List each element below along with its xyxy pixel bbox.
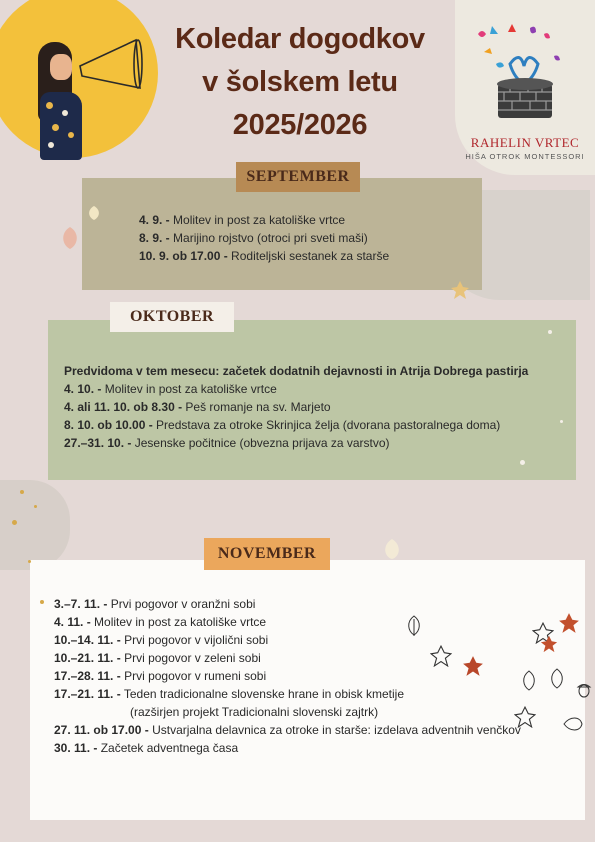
event-text: Ustvarjalna delavnica za otroke in starše: izdelava adventnih venčkov [148, 723, 521, 737]
event-date: 4. 11. - [54, 615, 91, 629]
leaf-icon [380, 537, 404, 561]
september-header: SEPTEMBER [236, 162, 360, 192]
decor-dot [40, 600, 44, 604]
event-text: Prvi pogovor v vijolični sobi [120, 633, 269, 647]
event-date: 10.–14. 11. - [54, 633, 121, 647]
decor-dot [560, 420, 563, 423]
event-text: (razširjen projekt Tradicionalni slovenski zajtrk) [130, 705, 379, 719]
leaf-icon [562, 715, 584, 733]
title-line-3: 2025/2026 [232, 109, 368, 141]
event-date: 10.–21. 11. - [54, 651, 121, 665]
event-row [139, 247, 389, 265]
megaphone-icon [76, 38, 146, 98]
event-text: Molitev in post za katoliške vrtce [90, 615, 267, 629]
event-date: 27. 11. ob 17.00 - [54, 723, 149, 737]
decor-dot [12, 520, 17, 525]
leaf-icon [540, 635, 558, 653]
event-date: 10. 9. ob 17.00 - [139, 249, 228, 263]
decor-dot [20, 490, 24, 494]
event-row [54, 703, 521, 721]
event-row [54, 685, 521, 703]
event-text: Prvi pogovor v oranžni sobi [107, 597, 256, 611]
event-row [54, 721, 521, 739]
november-header: NOVEMBER [204, 538, 330, 570]
event-row [64, 434, 500, 452]
event-date: 8. 9. - [139, 231, 170, 245]
title-line-1: Koledar dogodkov [175, 23, 425, 55]
oktober-note: Predvidoma v tem mesecu: začetek dodatnih dejavnosti in Atrija Dobrega pastirja [64, 364, 529, 378]
event-row [54, 595, 521, 613]
event-row [139, 211, 389, 229]
event-text: Prvi pogovor v rumeni sobi [120, 669, 267, 683]
rahelin-vrtec-logo [470, 20, 580, 130]
oktober-events [64, 380, 500, 452]
event-date: 30. 11. - [54, 741, 98, 755]
event-date: 4. ali 11. 10. ob 8.30 - [64, 400, 183, 414]
event-row [54, 613, 521, 631]
leaf-icon [514, 706, 536, 728]
girl-dress [40, 92, 82, 160]
event-text: Jesenske počitnice (obvezna prijava za varstvo) [131, 436, 390, 450]
decor-dot [28, 560, 31, 563]
event-text: Predstava za otroke Skrinjica želja (dvorana pastoralnega doma) [152, 418, 501, 432]
event-date: 4. 9. - [139, 213, 170, 227]
background-splash [0, 480, 70, 570]
event-text: Molitev in post za katoliške vrtce [169, 213, 346, 227]
leaf-icon [558, 612, 580, 634]
logo-subtitle: HIŠA OTROK MONTESSORI [465, 152, 585, 161]
event-date: 17.–21. 11. - [54, 687, 121, 701]
event-date: 3.–7. 11. - [54, 597, 108, 611]
event-text: Marijino rojstvo (otroci pri sveti maši) [169, 231, 368, 245]
title-line-2: v šolskem letu [202, 66, 398, 98]
decor-dot [34, 505, 37, 508]
event-row [64, 416, 500, 434]
leaf-icon [58, 225, 82, 251]
leaf-icon [548, 668, 566, 690]
event-date: 4. 10. - [64, 382, 102, 396]
event-row [64, 380, 500, 398]
september-events [139, 211, 389, 265]
november-events [54, 595, 521, 757]
leaf-icon [520, 670, 538, 692]
decor-dot [520, 460, 525, 465]
event-date: 27.–31. 10. - [64, 436, 132, 450]
event-text: Prvi pogovor v zeleni sobi [120, 651, 261, 665]
event-row [54, 667, 521, 685]
logo-name: RAHELIN VRTEC [470, 135, 580, 150]
oktober-header: OKTOBER [110, 302, 234, 332]
event-date: 8. 10. ob 10.00 - [64, 418, 153, 432]
decor-dot [548, 330, 552, 334]
leaf-icon [430, 645, 452, 667]
girl-face [50, 54, 72, 80]
leaf-icon [405, 615, 423, 637]
event-row [64, 398, 500, 416]
leaf-icon [462, 655, 484, 677]
event-text: Molitev in post za katoliške vrtce [101, 382, 277, 396]
event-date: 17.–28. 11. - [54, 669, 121, 683]
leaf-icon [86, 205, 102, 221]
event-text: Začetek adventnega časa [97, 741, 239, 755]
event-row [54, 739, 521, 757]
event-text: Teden tradicionalne slovenske hrane in obisk kmetije [120, 687, 405, 701]
event-text: Roditeljski sestanek za starše [227, 249, 390, 263]
page-title [150, 18, 450, 147]
event-row [139, 229, 389, 247]
leaf-icon [450, 280, 470, 300]
acorn-icon [576, 680, 592, 698]
event-text: Peš romanje na sv. Marjeto [182, 400, 331, 414]
